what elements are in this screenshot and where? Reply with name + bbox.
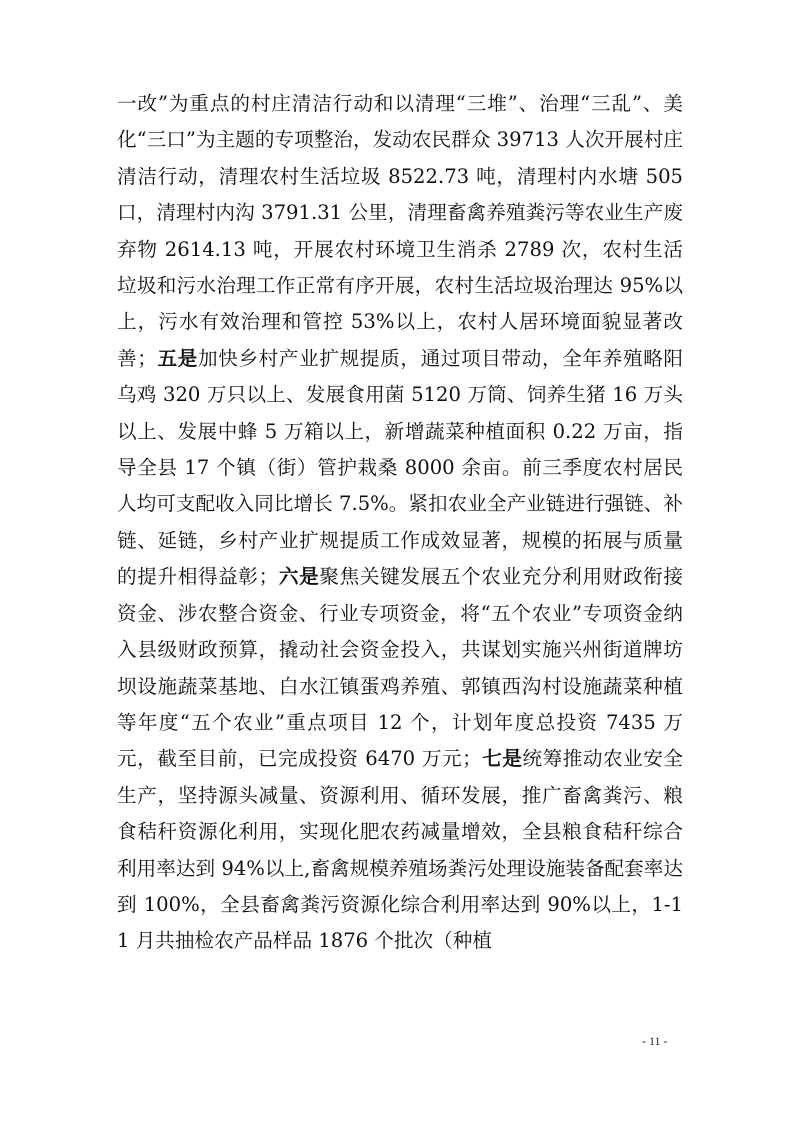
point-six-label: 六是 (278, 565, 320, 589)
page-number: - 11 - (642, 1034, 668, 1048)
point-seven-label: 七是 (481, 747, 523, 771)
body-paragraph (117, 86, 683, 960)
paragraph-text-4: 统筹推动农业安全生产，坚持源头减量、资源利用、循环发展，推广畜禽粪污、粮食秸秆资源化利用，实现化肥农药减量增效，全县粮食秸秆综合利用率达到 94%以上,畜禽规模养殖场粪污处理设施装备配套率达到 100%，全县畜禽粪污资源化综合利用率达到 90%以上，1-11 月共抽检农产品样品 1876 个批次（种植 (117, 747, 684, 953)
point-five-label: 五是 (156, 346, 198, 370)
paragraph-text-1: 一改”为重点的村庄清洁行动和以清理“三堆”、治理“三乱”、美化“三口”为主题的专项整治，发动农民群众 39713 人次开展村庄清洁行动，清理农村生活垃圾 8522.73 吨，清理村内水塘 505 口，清理村内沟 3791.31 公里，清理畜禽养殖粪污等农业生产废弃物 2614.13 吨，开展农村环境卫生消杀 2789 次，农村生活垃圾和污水治理工作正常有序开展，农村生活垃圾治理达 95%以上，污水有效治理和管控 53%以上，农村人居环境面貌显著改善； (117, 92, 683, 370)
paragraph-text-2: 加快乡村产业扩规提质，通过项目带动，全年养殖略阳乌鸡 320 万只以上、发展食用菌 5120 万筒、饲养生猪 16 万头以上、发展中蜂 5 万箱以上，新增蔬菜种植面积 0.22 万亩，指导全县 17 个镇（街）管护栽桑 8000 余亩。前三季度农村居民人均可支配收入同比增长 7.5%。紧扣农业全产业链进行强链、补链、延链，乡村产业扩规提质工作成效显著，规模的拓展与质量的提升相得益彰； (117, 346, 684, 589)
paragraph-text-3: 聚焦关键发展五个农业充分利用财政衔接资金、涉农整合资金、行业专项资金，将“五个农业”专项资金纳入县级财政预算，撬动社会资金投入，共谋划实施兴州街道牌坊坝设施蔬菜基地、白水江镇蛋鸡养殖、郭镇西沟村设施蔬菜种植等年度“五个农业”重点项目 12 个，计划年度总投资 7435 万元，截至目前，已完成投资 6470 万元； (117, 565, 684, 771)
